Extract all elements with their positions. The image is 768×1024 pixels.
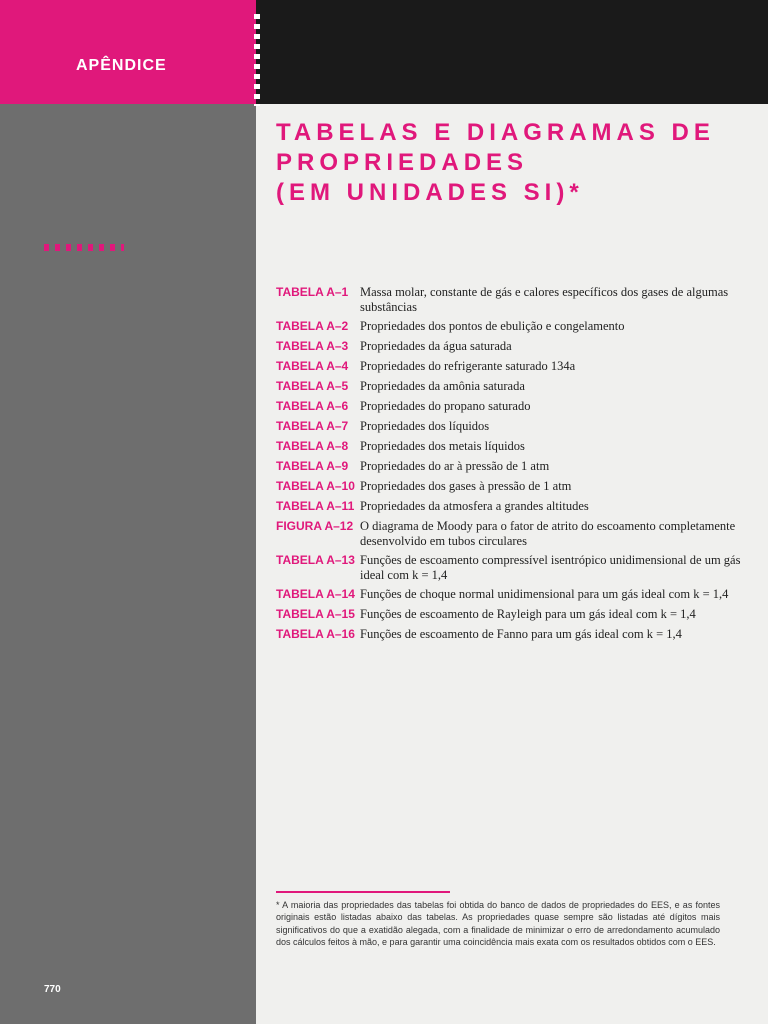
toc-row	[276, 358, 746, 375]
toc-description: Funções de escoamento de Rayleigh para um gás ideal com k = 1,4	[360, 607, 696, 621]
toc-description: Propriedades dos metais líquidos	[360, 439, 525, 453]
toc-description: O diagrama de Moody para o fator de atrito do escoamento completamente desenvolvido em tubos circulares	[360, 519, 736, 548]
toc-description: Funções de escoamento compressível isentrópico unidimensional de um gás ideal com k = 1,4	[360, 553, 741, 582]
toc-description: Propriedades do refrigerante saturado 134a	[360, 359, 576, 373]
toc-description: Propriedades dos gases à pressão de 1 atm	[360, 479, 572, 493]
toc-label: TABELA A–8	[276, 439, 349, 453]
toc-label: TABELA A–14	[276, 587, 355, 601]
toc-row	[276, 318, 746, 335]
toc-label: TABELA A–3	[276, 339, 349, 353]
title-line-1: TABELAS E DIAGRAMAS DE	[276, 119, 715, 146]
toc-label: TABELA A–16	[276, 627, 355, 641]
toc-description: Propriedades da água saturada	[360, 339, 512, 353]
toc-row	[276, 338, 746, 355]
toc-row	[276, 518, 746, 549]
toc-description: Funções de choque normal unidimensional para um gás ideal com k = 1,4	[360, 587, 729, 601]
section-label: APÊNDICE	[76, 57, 167, 74]
toc-row	[276, 378, 746, 395]
header-dark-block	[256, 0, 768, 104]
page-number: 770	[44, 984, 61, 995]
footnote-rule	[276, 891, 450, 893]
toc-row	[276, 478, 746, 495]
toc-description: Propriedades dos líquidos	[360, 419, 490, 433]
toc-row	[276, 438, 746, 455]
toc-description: Massa molar, constante de gás e calores específicos dos gases de algumas substâncias	[360, 285, 729, 314]
toc-description: Propriedades do ar à pressão de 1 atm	[360, 459, 550, 473]
toc-row	[276, 498, 746, 515]
header-accent-block	[0, 0, 256, 104]
toc-row	[276, 606, 746, 623]
toc-label: TABELA A–15	[276, 607, 355, 621]
toc-description: Funções de escoamento de Fanno para um gás ideal com k = 1,4	[360, 627, 682, 641]
toc-row	[276, 586, 746, 603]
footnote: * A maioria das propriedades das tabelas foi obtida do banco de dados de propriedades do EES, e as fontes originais estão listadas abaixo das tabelas. As propriedades quase sempre são listadas até dígitos mais significativos do que a exatidão alegada, com a finalidade de minimizar o erro de arredondamento acumulado dos cálculos feitos à mão, e para garantir uma coincidência mais exata com os resultados obtidos com o EES.	[276, 900, 720, 948]
decorative-dots	[44, 244, 124, 251]
toc-label: TABELA A–6	[276, 399, 349, 413]
title-line-3: (EM UNIDADES SI)*	[276, 179, 584, 206]
toc-row	[276, 398, 746, 415]
toc-description: Propriedades do propano saturado	[360, 399, 531, 413]
toc-row	[276, 552, 746, 583]
toc-label: TABELA A–5	[276, 379, 349, 393]
toc-label: TABELA A–11	[276, 499, 355, 513]
toc-description: Propriedades dos pontos de ebulição e congelamento	[360, 319, 625, 333]
toc-row	[276, 626, 746, 643]
toc-label: FIGURA A–12	[276, 519, 354, 533]
toc-label: TABELA A–2	[276, 319, 349, 333]
toc-label: TABELA A–13	[276, 553, 355, 567]
toc-row	[276, 284, 746, 315]
toc-row	[276, 458, 746, 475]
toc-label: TABELA A–10	[276, 479, 355, 493]
toc-label: TABELA A–1	[276, 285, 349, 299]
dashed-divider	[254, 14, 260, 106]
toc-description: Propriedades da atmosfera a grandes altitudes	[360, 499, 589, 513]
page-title	[276, 118, 756, 208]
toc-row	[276, 418, 746, 435]
left-sidebar	[0, 0, 256, 1024]
title-line-2: PROPRIEDADES	[276, 149, 529, 176]
toc-description: Propriedades da amônia saturada	[360, 379, 525, 393]
toc-label: TABELA A–7	[276, 419, 349, 433]
table-of-contents	[276, 284, 746, 646]
toc-label: TABELA A–4	[276, 359, 349, 373]
toc-label: TABELA A–9	[276, 459, 349, 473]
